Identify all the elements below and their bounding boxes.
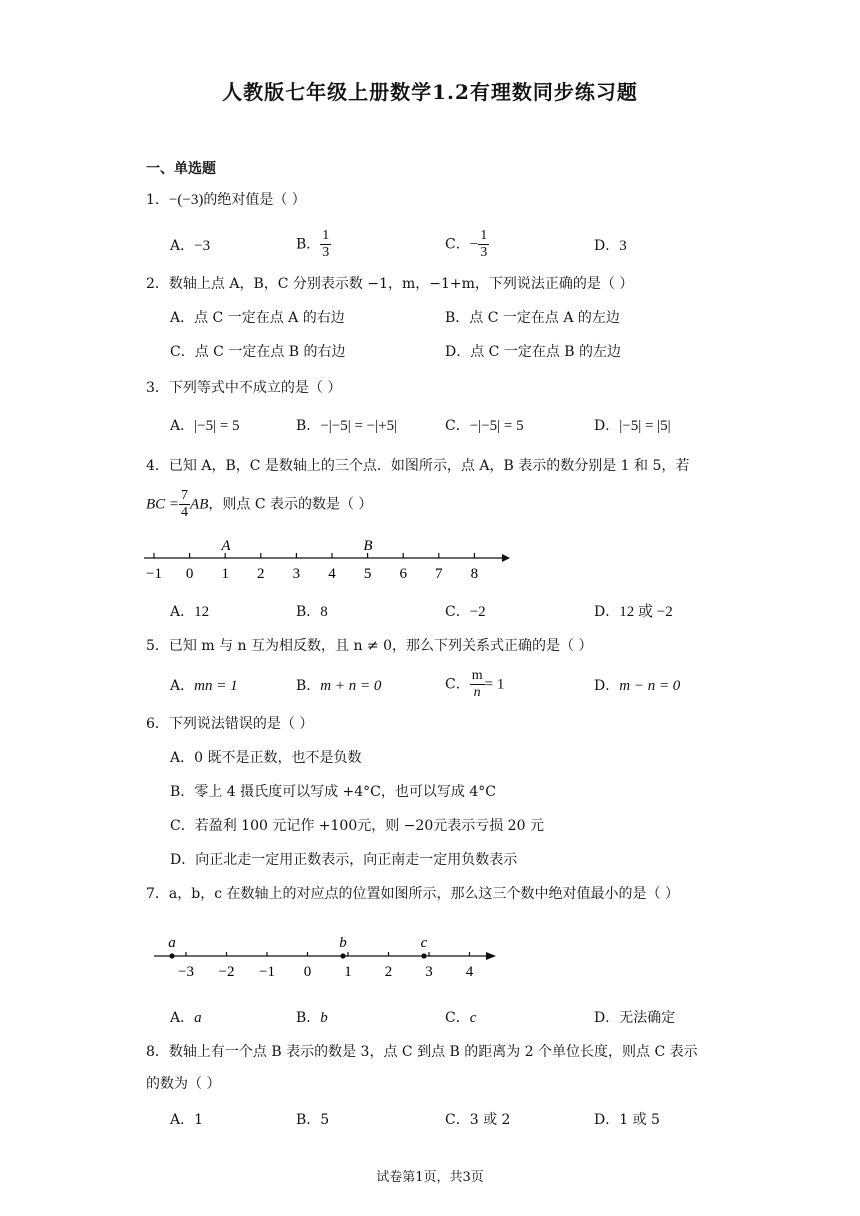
q7-axis-arrow [486, 952, 496, 960]
q7-option-d[interactable]: D．无法确定 [594, 1010, 676, 1026]
question-1 [146, 190, 306, 210]
q3-option-b[interactable]: B．−|−5| = −|+5| [296, 418, 398, 434]
q2-option-c[interactable]: C．点 C 一定在点 B 的右边 [170, 344, 346, 360]
q2-option-d[interactable]: D．点 C 一定在点 B 的左边 [445, 344, 622, 360]
q7-point-b-label: b [339, 935, 347, 951]
q5-option-c-fraction: $\frac{m}{n}$ [471, 668, 483, 700]
q5-option-d[interactable]: D．m − n = 0 [594, 678, 681, 694]
question-5: 5．已知 m 与 n 互为相反数，且 n ≠ 0，那么下列关系式正确的是（ ） [146, 638, 593, 654]
question-8-line-1: 8．数轴上有一个点 B 表示的数是 3，点 C 到点 B 的距离为 2 个单位长度，则点 C 表示 [146, 1044, 698, 1060]
q3-option-d[interactable]: D．|−5| = |5| [594, 418, 671, 434]
q7-tick-label: −3 [178, 964, 194, 980]
section-heading: 一、单选题 [146, 161, 216, 177]
q6-option-b[interactable]: B．零上 4 摄氏度可以写成 +4°C，也可以写成 4°C [170, 784, 496, 800]
question-4-line-2: BC = $\frac{7}{4}$ AB，则点 C 表示的数是（ ） [146, 488, 373, 520]
q4-tick-label: 6 [399, 566, 407, 582]
q1-option-b-fraction: $\frac{1}{3}$ [322, 228, 330, 260]
question-7: 7．a，b，c 在数轴上的对应点的位置如图所示，那么这三个数中绝对值最小的是（ ） [146, 886, 679, 902]
page-footer: 试卷第1页，共3页 [376, 1170, 484, 1185]
question-3: 3．下列等式中不成立的是（ ） [146, 380, 342, 396]
q3-option-a[interactable]: A．|−5| = 5 [170, 418, 240, 434]
page-title: 人教版七年级上册数学1.2有理数同步练习题 [222, 80, 638, 104]
q4-tick-label: 3 [292, 566, 301, 582]
q7-tick-label: −1 [259, 964, 275, 980]
q4-tick-label: 5 [363, 566, 372, 582]
q8-option-c[interactable]: C．3 或 2 [445, 1112, 511, 1128]
q1-text: 的绝对值是（ ） [203, 192, 306, 208]
q8-option-b[interactable]: B．5 [296, 1112, 330, 1128]
q1-option-b[interactable]: B． $\frac{1}{3}$ [296, 228, 330, 260]
q7-point-a-label: a [168, 935, 176, 951]
q3-option-c[interactable]: C．−|−5| = 5 [445, 418, 524, 434]
q7-tick-label: 0 [303, 964, 312, 980]
q4-point-b-label: B [363, 538, 373, 554]
q5-option-c[interactable]: C． $\frac{m}{n}$ = 1 [445, 668, 505, 700]
q7-point-c-label: c [420, 935, 428, 951]
q1-expression: −(−3) [168, 192, 204, 208]
q4-option-a[interactable]: A．12 [170, 604, 210, 620]
q7-number-line [150, 930, 500, 980]
question-8-line-2: 的数为（ ） [146, 1076, 221, 1092]
q6-option-a[interactable]: A．0 既不是正数，也不是负数 [170, 750, 362, 766]
q7-tick-label: −2 [218, 964, 235, 980]
q6-option-c[interactable]: C．若盈利 100 元记作 +100元，则 −20元表示亏损 20 元 [170, 818, 544, 834]
q4-option-c[interactable]: C．−2 [445, 604, 486, 620]
question-6: 6．下列说法错误的是（ ） [146, 716, 314, 732]
q1-number: 1． [146, 192, 169, 208]
q4-tick-label: 4 [328, 566, 336, 582]
q4-axis-arrow [502, 554, 510, 562]
q4-option-b[interactable]: B．8 [296, 604, 328, 620]
q7-point-b-dot [340, 953, 345, 958]
q8-option-d[interactable]: D．1 或 5 [594, 1112, 660, 1128]
q1-option-c-fraction: $\frac{1}{3}$ [480, 228, 488, 260]
q7-tick-label: 2 [384, 964, 393, 980]
q4-point-a-label: A [221, 538, 231, 554]
q1-option-c[interactable]: C．− $\frac{1}{3}$ [445, 228, 488, 260]
q4-tick-label: 7 [435, 566, 443, 582]
q7-point-a-dot [169, 953, 174, 958]
q7-tick-label: 1 [344, 964, 352, 980]
q7-option-c[interactable]: C．c [445, 1010, 477, 1026]
q1-option-a[interactable]: A．−3 [170, 238, 211, 254]
q4-tick-label: 0 [185, 566, 194, 582]
q7-option-a[interactable]: A．a [170, 1010, 202, 1026]
q7-option-b[interactable]: B．b [296, 1010, 328, 1026]
q4-number-line [140, 532, 520, 588]
question-2: 2．数轴上点 A，B，C 分别表示数 −1，m，−1+m，下列说法正确的是（ ） [146, 276, 634, 292]
question-4-line-1: 4．已知 A，B，C 是数轴上的三个点．如图所示，点 A，B 表示的数分别是 1 和 5，若 [146, 458, 690, 474]
q5-option-a[interactable]: A．mn = 1 [170, 678, 238, 694]
q4-tick-label: 2 [257, 566, 265, 582]
q4-option-d[interactable]: D．12 或 −2 [594, 604, 673, 620]
q4-tick-label: 1 [221, 566, 229, 582]
q4-tick-label: −1 [146, 566, 162, 582]
q5-option-b[interactable]: B．m + n = 0 [296, 678, 382, 694]
q4-fraction: $\frac{7}{4}$ [181, 488, 189, 520]
q7-tick-label: 4 [465, 964, 474, 980]
q6-option-d[interactable]: D．向正北走一定用正数表示，向正南走一定用负数表示 [170, 852, 518, 868]
q4-tick-label: 8 [470, 566, 479, 582]
q2-option-a[interactable]: A．点 C 一定在点 A 的右边 [170, 310, 345, 326]
q7-point-c-dot [421, 953, 426, 958]
q1-option-d[interactable]: D．3 [594, 238, 627, 254]
q8-option-a[interactable]: A．1 [170, 1112, 204, 1128]
q7-tick-label: 3 [425, 964, 433, 980]
q2-option-b[interactable]: B．点 C 一定在点 A 的左边 [445, 310, 620, 326]
